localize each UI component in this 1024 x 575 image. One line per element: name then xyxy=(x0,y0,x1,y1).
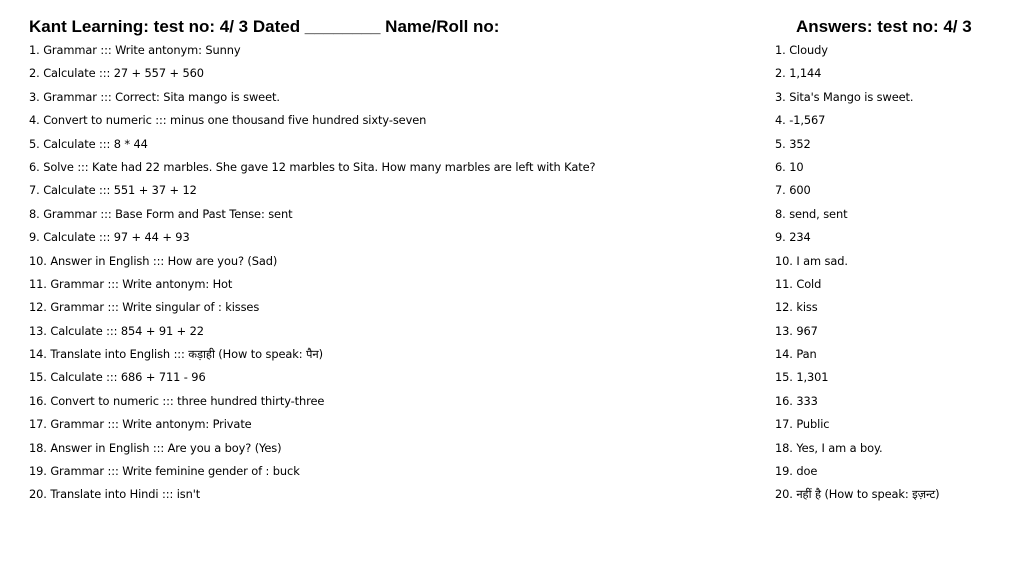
answer-item: 14. Pan xyxy=(775,347,817,362)
answer-item: 19. doe xyxy=(775,464,818,479)
answer-item: 3. Sita's Mango is sweet. xyxy=(775,89,914,104)
question-item: 12. Grammar ::: Write singular of : kisses xyxy=(29,300,260,315)
question-item: 15. Calculate ::: 686 + 711 - 96 xyxy=(29,370,206,385)
question-item: 3. Grammar ::: Correct: Sita mango is sweet. xyxy=(29,89,280,104)
question-item: 16. Convert to numeric ::: three hundred thirty-three xyxy=(29,393,325,408)
question-item: 19. Grammar ::: Write feminine gender of : buck xyxy=(29,464,300,479)
answer-item: 2. 1,144 xyxy=(775,66,822,81)
answer-item: 1. Cloudy xyxy=(775,43,828,57)
question-item: 1. Grammar ::: Write antonym: Sunny xyxy=(29,43,241,57)
question-item: 13. Calculate ::: 854 + 91 + 22 xyxy=(29,323,204,338)
answer-item: 16. 333 xyxy=(775,393,818,408)
question-item: 17. Grammar ::: Write antonym: Private xyxy=(29,417,252,432)
answer-item: 8. send, sent xyxy=(775,206,848,221)
answer-item: 12. kiss xyxy=(775,300,818,315)
question-item: 20. Translate into Hindi ::: isn't xyxy=(29,487,201,502)
answer-item: 18. Yes, I am a boy. xyxy=(775,440,883,455)
answer-item: 9. 234 xyxy=(775,230,811,245)
answers-title: Answers: test no: 4/ 3 xyxy=(796,17,972,36)
answer-item: 10. I am sad. xyxy=(775,253,848,268)
answer-item: 7. 600 xyxy=(775,183,811,198)
question-item: 4. Convert to numeric ::: minus one thousand five hundred sixty-seven xyxy=(29,113,427,128)
question-item: 9. Calculate ::: 97 + 44 + 93 xyxy=(29,230,190,245)
answer-item: 6. 10 xyxy=(775,159,804,174)
answer-item: 20. नहीं है (How to speak: इज़न्ट) xyxy=(775,487,940,502)
question-list xyxy=(29,40,749,508)
question-item: 14. Translate into English ::: कड़ाही (How to speak: पैन) xyxy=(29,347,323,362)
answer-list xyxy=(775,40,1015,508)
answer-item: 13. 967 xyxy=(775,323,818,338)
answer-item: 17. Public xyxy=(775,417,830,432)
question-item: 7. Calculate ::: 551 + 37 + 12 xyxy=(29,183,197,198)
answer-item: 4. -1,567 xyxy=(775,113,826,128)
test-title: Kant Learning: test no: 4/ 3 Dated ________ Name/Roll no: xyxy=(29,17,500,36)
question-item: 6. Solve ::: Kate had 22 marbles. She gave 12 marbles to Sita. How many marbles are left with Kate? xyxy=(29,159,596,174)
question-item: 2. Calculate ::: 27 + 557 + 560 xyxy=(29,66,204,81)
question-item: 8. Grammar ::: Base Form and Past Tense: sent xyxy=(29,206,293,221)
answer-item: 5. 352 xyxy=(775,136,811,151)
answer-item: 11. Cold xyxy=(775,276,822,291)
question-item: 10. Answer in English ::: How are you? (Sad) xyxy=(29,253,278,268)
answer-item: 15. 1,301 xyxy=(775,370,829,385)
question-item: 18. Answer in English ::: Are you a boy? (Yes) xyxy=(29,440,282,455)
question-item: 11. Grammar ::: Write antonym: Hot xyxy=(29,276,233,291)
question-item: 5. Calculate ::: 8 * 44 xyxy=(29,136,148,151)
